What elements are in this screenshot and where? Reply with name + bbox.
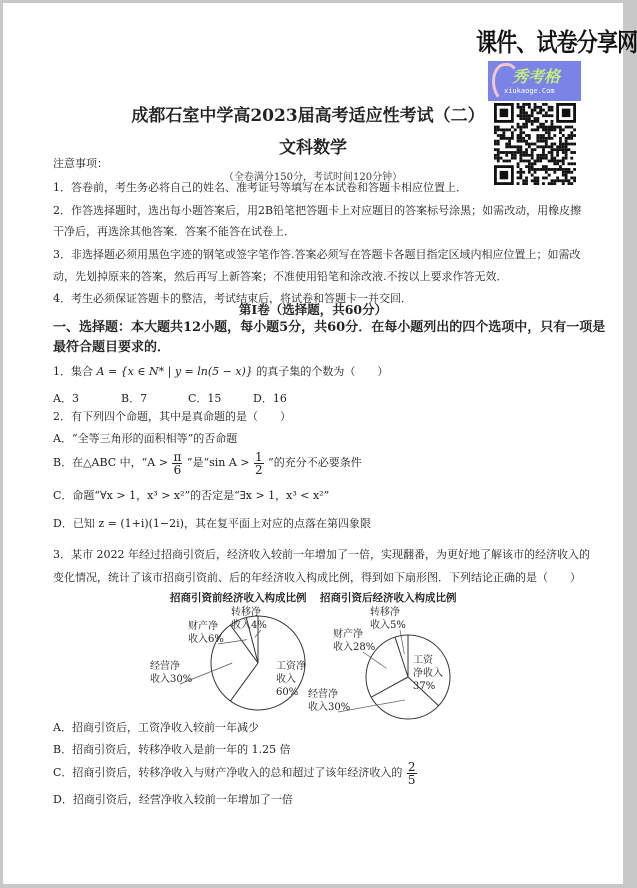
- frac-num: 2: [407, 759, 416, 774]
- note-item: 动，先划掉原来的答案，然后再写上新答案；不准使用铅笔和涂改液.不按以上要求作答无效．: [53, 270, 508, 283]
- q2-option-c: C．命题“∀x > 1，x³ > x²”的否定是“∃x > 1，x³ < x²”: [53, 489, 330, 502]
- pie-slice-label: 工资净收入 37%: [413, 655, 443, 692]
- q2b-prefix: B．在△ABC 中，“A >: [53, 456, 168, 469]
- question-2-stem: 2．有下列四个命题，其中是真命题的是（ ）: [53, 410, 291, 423]
- fraction-two-fifths: [407, 761, 417, 786]
- chart-title-after: 招商引资后经济收入构成比例: [320, 592, 457, 604]
- pie-slice-label: 转移净收入5%: [370, 607, 406, 631]
- pie-slice-label: 工资净收入 60%: [276, 661, 306, 698]
- pie-chart-before: [150, 605, 306, 710]
- pie-slice-label: 财产净收入28%: [333, 629, 376, 653]
- site-logo[interactable]: [488, 61, 581, 101]
- note-item: 1．答卷前，考生务必将自己的姓名、准考证号等填写在本试卷和答题卡相应位置上．: [53, 181, 467, 194]
- q1-option-a: A．3: [53, 392, 79, 405]
- frac-den: 6: [173, 462, 182, 477]
- pie-charts: [150, 601, 478, 716]
- q1-option-d: D．16: [253, 392, 287, 405]
- section-heading: 第Ⅰ卷（选择题，共60分）: [238, 302, 388, 317]
- pie-slice-label: 财产净收入6%: [188, 621, 224, 645]
- note-item: 干净后，再选涂其他答案．答案不能答在试卷上．: [53, 225, 295, 238]
- pie-chart-after: [308, 605, 450, 719]
- fraction-pi-over-6: [172, 451, 182, 476]
- pie-slice-label: 经营净收入30%: [308, 689, 351, 713]
- question-1-stem: [53, 365, 388, 379]
- q3-option-b: B．招商引资后，转移净收入是前一年的 1.25 倍: [53, 743, 291, 756]
- q1-math: A = {x ∈ N* | y = ln(5 − x)}: [96, 365, 253, 378]
- frac-den: 2: [255, 462, 263, 477]
- logo-site: xiukaoge.Com: [504, 87, 555, 95]
- q2b-mid: ”是“sin A >: [186, 456, 250, 469]
- note-item: 4．考生必须保证答题卡的整洁，考试结束后，将试卷和答题卡一并交回．: [53, 292, 412, 305]
- q2-option-b: [53, 449, 362, 477]
- q1-suffix: 的真子集的个数为（ ）: [252, 365, 389, 378]
- notes-heading: 注意事项：: [53, 157, 108, 170]
- question-3-stem: 3．某市 2022 年经过招商引资后，经济收入较前一年增加了一倍，实现翻番，为更好地了解该市的经济收入的: [53, 548, 590, 561]
- q2-option-d: D．已知 z = (1+i)(1−2i)，其在复平面上对应的点落在第四象限: [53, 517, 371, 530]
- note-item: 3．非选择题必须用黑色字迹的钢笔或签字笔作答.答案必须写在答题卡各题目指定区域内相应位置上；如需改: [53, 248, 581, 261]
- q1-option-c: C．15: [188, 392, 222, 405]
- section-instruction: 一、选择题：本大题共12小题，每小题5分，共60分．在每小题列出的四个选项中，只有一项是: [53, 320, 606, 335]
- section-instruction-cont: 最符合题目要求的．: [53, 340, 171, 355]
- chart-title-before: 招商引资前经济收入构成比例: [170, 592, 307, 604]
- q2b-suffix: ”的充分不必要条件: [268, 456, 362, 469]
- q3-option-c: [53, 759, 418, 787]
- fraction-one-half: [254, 451, 264, 476]
- q3c-prefix: C．招商引资后，转移净收入与财产净收入的总和超过了该年经济收入的: [53, 766, 403, 779]
- exam-info: （全卷满分150分，考试时间120分钟）: [223, 172, 403, 183]
- q1-prefix: 1．集合: [53, 365, 97, 378]
- q3-option-d: D．招商引资后，经营净收入较前一年增加了一倍: [53, 793, 293, 806]
- exam-subject: 文科数学: [279, 138, 347, 158]
- frac-num: 1: [255, 449, 263, 464]
- pie-slice-label: 经营净收入30%: [150, 661, 193, 685]
- q2-option-a: A．“全等三角形的面积相等”的否命题: [53, 432, 238, 445]
- logo-brand: 秀考格: [512, 67, 561, 86]
- q1-option-b: B．7: [121, 392, 148, 405]
- pie-slice-label: 转移净收入4%: [231, 607, 267, 631]
- exam-page: [3, 3, 637, 884]
- frac-den: 5: [407, 772, 416, 787]
- exam-title: 成都石室中学高2023届高考适应性考试（二）: [131, 106, 485, 126]
- question-3-stem-cont: 变化情况，统计了该市招商引资前、后的年经济收入构成比例，得到如下扇形图．下列结论正确的是（ ）: [53, 571, 581, 584]
- watermark-text: 课件、试卷分享网: [476, 28, 637, 57]
- note-item: 2．作答选择题时，选出每小题答案后，用2B铅笔把答题卡上对应题目的答案标号涂黑；如需改动，用橡皮擦: [53, 204, 582, 217]
- q3-option-a: A．招商引资后，工资净收入较前一年减少: [53, 721, 259, 734]
- frac-num: π: [173, 449, 182, 464]
